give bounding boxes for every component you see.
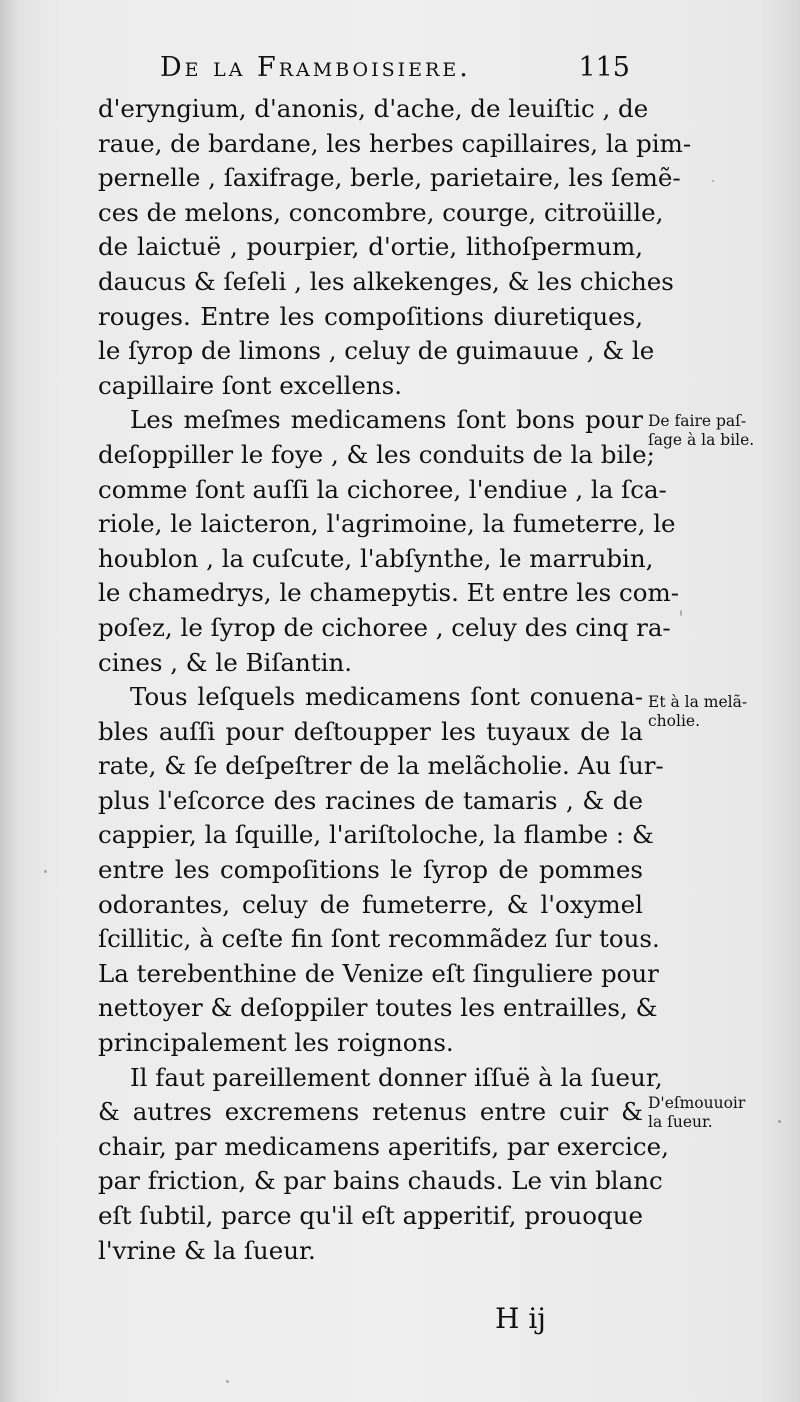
text-line: l'vrine & la ſueur. — [98, 1235, 316, 1265]
text-line: odorantes, celuy de fumeterre, & l'oxymel — [98, 889, 643, 919]
page-number: 115 — [578, 52, 630, 83]
paragraph-2 — [98, 403, 679, 680]
page-header — [160, 52, 630, 92]
text-line: par friction, & par bains chauds. Le vin blanc — [98, 1166, 663, 1196]
text-line: Il faut pareillement donner iſſuë à la ſueur, — [130, 1062, 663, 1092]
text-line: Tous leſquels medicamens ſont conuena- — [130, 682, 643, 712]
text-line: nettoyer & deſoppiler toutes les entrailles, & — [98, 993, 658, 1023]
text-line: pernelle , ſaxifrage, berle, parietaire, les ſemẽ- — [98, 163, 681, 193]
text-line: cappier, la ſquille, l'ariſtoloche, la flambe : & — [98, 820, 654, 850]
margin-note-line: ſage à la bile. — [648, 431, 755, 449]
text-line: d'eryngium, d'anonis, d'ache, de leuiſtic , de — [98, 94, 649, 123]
text-line: le chamedrys, le chamepytis. Et entre les com- — [98, 578, 679, 608]
paragraph-3 — [98, 680, 664, 1061]
text-line: de laictuë , pourpier, d'ortie, lithoſpermum, — [98, 232, 643, 262]
paragraph-1 — [98, 92, 692, 403]
margin-note-melancholie — [648, 693, 778, 731]
text-line: chair, par medicamens aperitifs, par exercice, — [98, 1131, 669, 1161]
main-text-block — [98, 92, 692, 1268]
ink-speck — [778, 1120, 781, 1123]
text-line: raue, de bardane, les herbes capillaires, la pim- — [98, 128, 692, 158]
text-line: ces de melons, concombre, courge, citroüille, — [98, 197, 664, 227]
text-line: bles auſſi pour deſtoupper les tuyaux de la — [98, 716, 643, 746]
text-line: comme ſont auſſi la cichoree, l'endiue , la ſca- — [98, 474, 667, 504]
margin-note-line: D'eſmouuoir — [648, 1094, 746, 1112]
text-line: capillaire ſont excellens. — [98, 370, 403, 400]
running-title: De la Framboisiere. — [160, 52, 471, 83]
margin-note-line: cholie. — [648, 712, 701, 730]
text-line: plus l'eſcorce des racines de tamaris , & de — [98, 785, 643, 815]
text-line: houblon , la cuſcute, l'abſynthe, le marrubin, — [98, 543, 654, 573]
text-line: cines , & le Biſantin. — [98, 647, 353, 677]
text-line: riole, le laicteron, l'agrimoine, la fumeterre, le — [98, 509, 676, 539]
margin-note-line: Et à la melã- — [648, 693, 748, 711]
margin-note-bile — [648, 412, 778, 450]
text-line: Les meſmes medicamens ſont bons pour — [130, 405, 643, 435]
text-line: eſt ſubtil, parce qu'il eſt apperitif, prouoque — [98, 1201, 643, 1230]
ink-speck — [226, 1380, 229, 1383]
paragraph-4 — [98, 1061, 669, 1269]
text-line: & autres excremens retenus entre cuir & — [98, 1097, 643, 1127]
margin-note-line: De faire paſ- — [648, 412, 747, 430]
text-line: rouges. Entre les compoſitions diuretiques, — [98, 301, 643, 331]
text-line: La terebenthine de Venize eſt ſinguliere pour — [98, 958, 659, 988]
text-line: principalement les roignons. — [98, 1028, 454, 1058]
margin-note-sueur — [648, 1094, 778, 1132]
text-line: le ſyrop de limons , celuy de guimauue , & le — [98, 336, 655, 366]
text-line: deſoppiller le foye , & les conduits de la bile; — [98, 439, 655, 469]
text-line: ſcillitic, à ceſte fin ſont recommãdez ſur tous. — [98, 924, 660, 954]
ink-speck — [712, 180, 714, 182]
signature-mark: H ij — [495, 1302, 546, 1335]
text-line: poſez, le ſyrop de cichoree , celuy des cinq ra- — [98, 612, 671, 642]
text-line: rate, & ſe deſpeſtrer de la melãcholie. Au ſur- — [98, 751, 664, 781]
ink-speck — [680, 610, 682, 616]
text-line: daucus & ſeſeli , les alkekenges, & les chiches — [98, 266, 674, 296]
text-line: entre les compoſitions le ſyrop de pommes — [98, 855, 643, 885]
margin-note-line: la ſueur. — [648, 1113, 713, 1131]
ink-speck — [44, 870, 47, 873]
